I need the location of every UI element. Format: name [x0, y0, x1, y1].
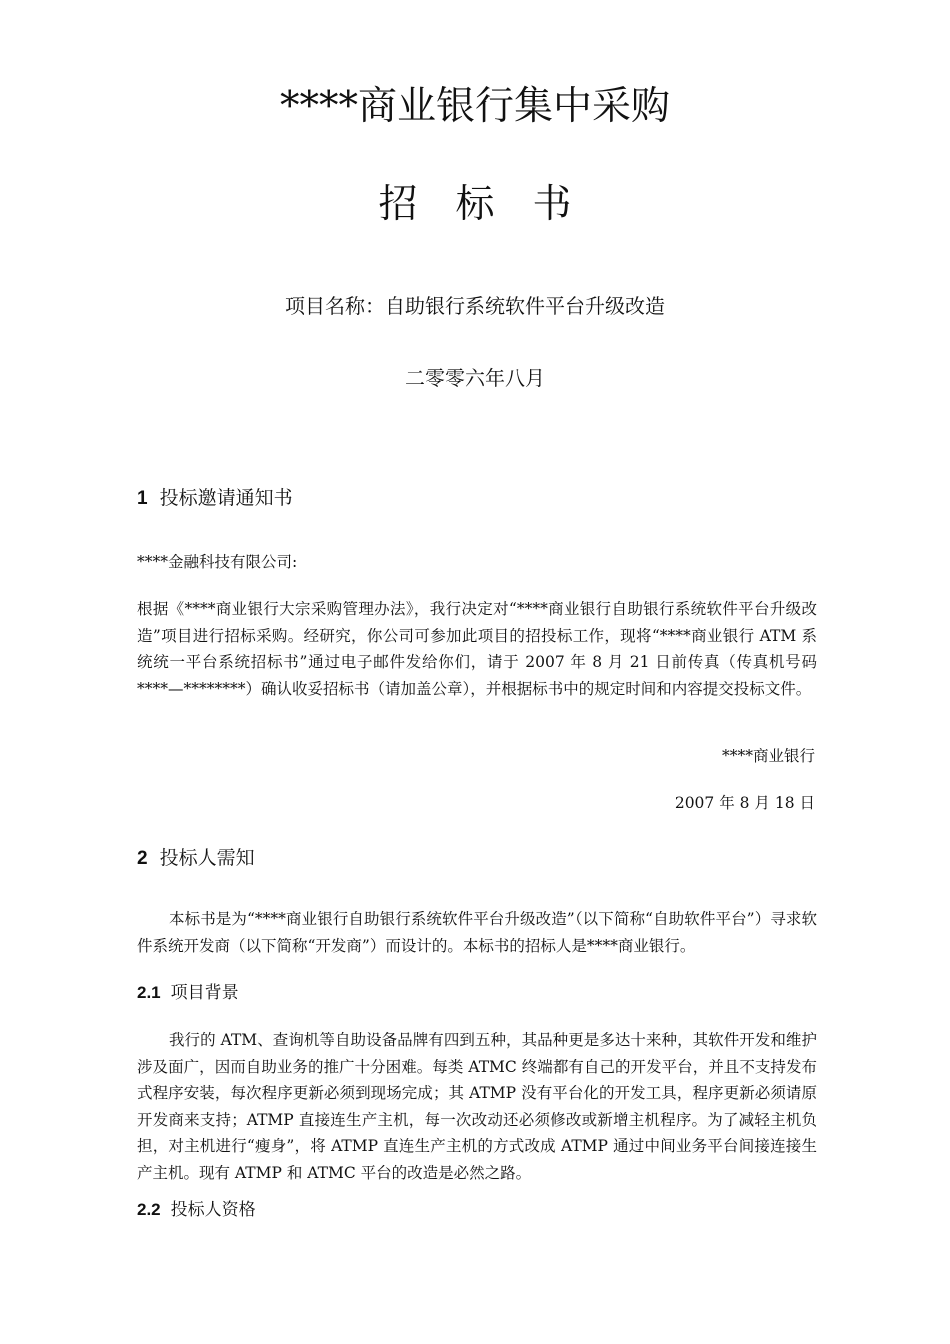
project-background-body: 我行的 ATM、查询机等自助设备品牌有四到五种，其品种更是多达十来种，其软件开发和维护涉及面广，因而自助业务的推广十分困难。每类 ATMC 终端都有自己的开发平台，并且不支持发布式程序安装，每次程序更新必须到现场完成；其 ATMP 没有平台化的开发工具，程序更新必须请原开发商来支持；ATMP 直接连生产主机，每一次改动还必须修改或新增主机程序。为了减轻主机负担，对主机进行“瘦身”，将 ATMP 直连生产主机的方式改成 ATMP 通过中间业务平台间接连接生产主机。现有 ATMP 和 ATMC 平台的改造是必然之路。 [137, 1031, 817, 1182]
section-title: 投标人需知 [159, 847, 255, 869]
signature: ****商业银行 [721, 747, 815, 765]
subsection-number: 2.2 [137, 1200, 161, 1219]
section-number: 1 [137, 488, 148, 509]
subsection-title: 项目背景 [170, 983, 239, 1003]
project-name: 项目名称：自助银行系统软件平台升级改造 [285, 294, 665, 318]
document-subtitle: 招标书 [378, 182, 610, 227]
document-date: 二零零六年八月 [405, 366, 545, 390]
signature-date: 2007 年 8 月 18 日 [674, 794, 815, 812]
section-2-heading [137, 844, 255, 873]
section-title: 投标邀请通知书 [159, 487, 293, 509]
section-2-intro: 本标书是为“****商业银行自助银行系统软件平台升级改造”（以下简称“自助软件平台”）寻求软件系统开发商（以下简称“开发商”）而设计的。本标书的招标人是****商业银行。 [137, 910, 817, 955]
section-1-heading [137, 484, 293, 513]
section-2-1-heading [137, 980, 239, 1006]
subsection-title: 投标人资格 [170, 1200, 256, 1220]
section-2-2-heading [137, 1197, 256, 1223]
invitation-body: 根据《****商业银行大宗采购管理办法》，我行决定对“****商业银行自助银行系统软件平台升级改造”项目进行招标采购。经研究，你公司可参加此项目的招投标工作，现将“****商业银行 ATM 系统统一平台系统招标书”通过电子邮件发给你们，请于 2007 年 8 月 21 日前传真（传真机号码****—********）确认收妥招标书（请加盖公章），并根据标书中的规定时间和内容提交投标文件。 [137, 600, 817, 698]
addressee: ****金融科技有限公司: [137, 553, 298, 571]
document-title: ****商业银行集中采购 [279, 84, 670, 129]
subsection-number: 2.1 [137, 983, 161, 1002]
section-number: 2 [137, 848, 148, 869]
